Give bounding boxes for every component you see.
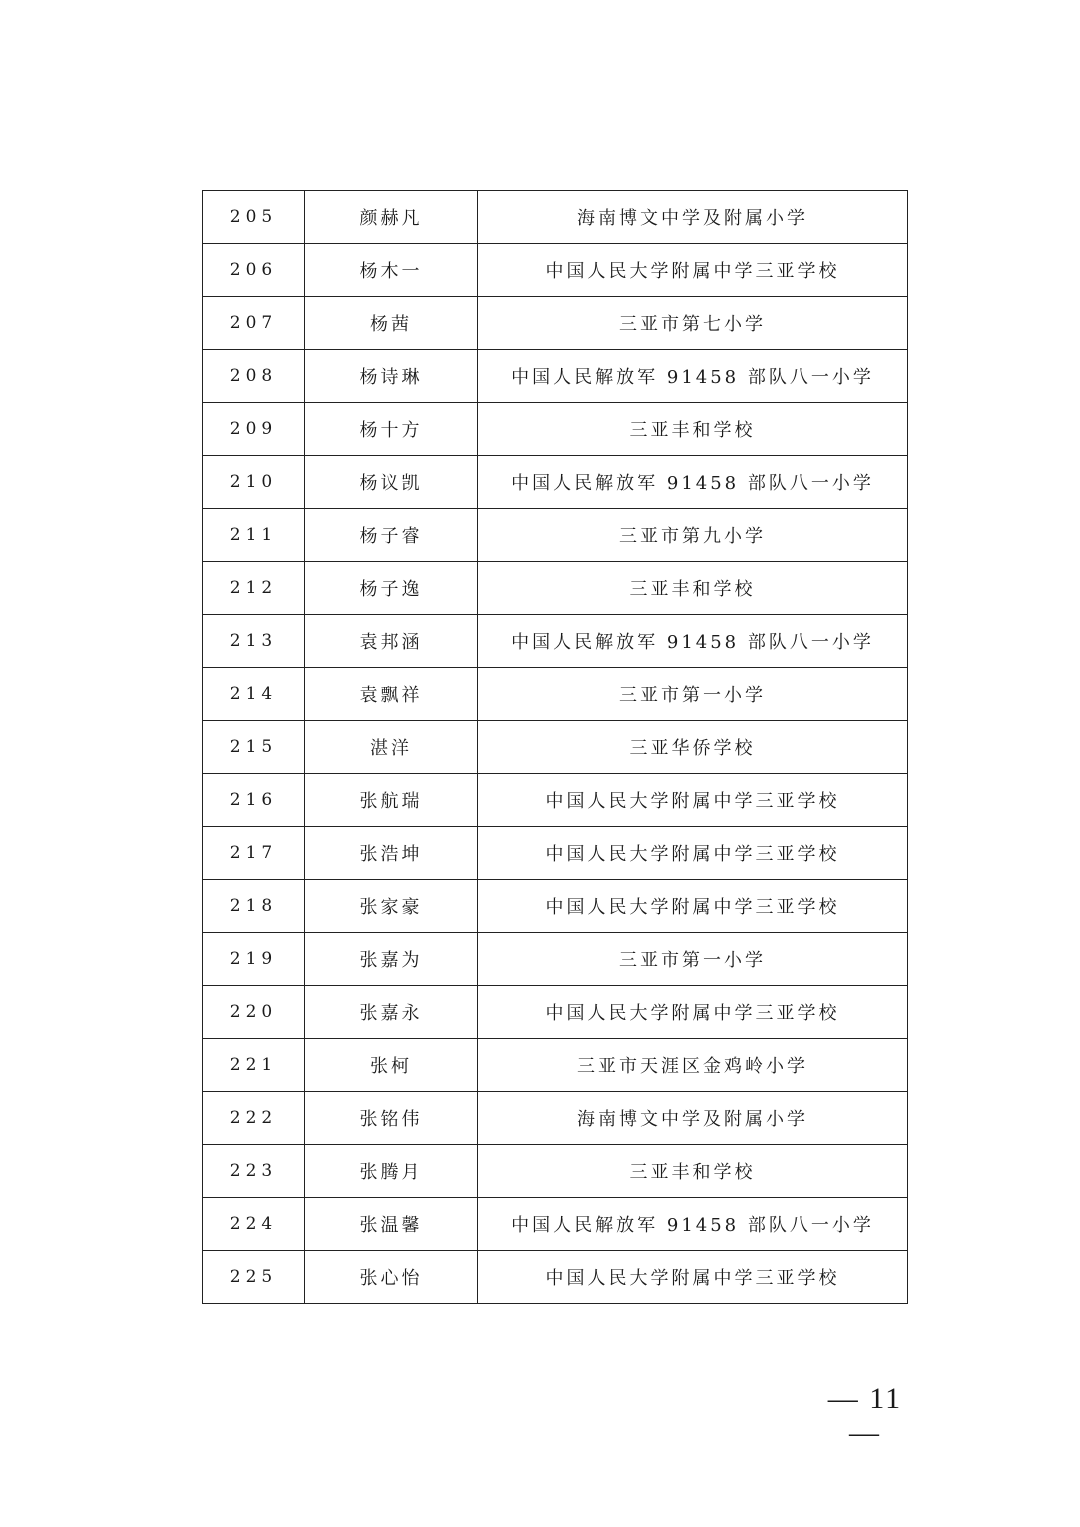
table-row [203,1039,908,1092]
row-number-cell: 221 [203,1039,305,1092]
school-name-cell: 中国人民大学附属中学三亚学校 [478,774,908,827]
student-name-cell: 湛洋 [305,721,478,774]
student-name-cell: 杨茜 [305,297,478,350]
student-name-cell: 袁飘祥 [305,668,478,721]
table-row [203,1092,908,1145]
school-name-cell: 中国人民大学附属中学三亚学校 [478,1251,908,1304]
school-name-cell: 中国人民大学附属中学三亚学校 [478,827,908,880]
row-number-cell: 205 [203,191,305,244]
table-row [203,986,908,1039]
school-name-cell: 中国人民解放军 91458 部队八一小学 [478,456,908,509]
student-name-cell: 颜赫凡 [305,191,478,244]
table-row [203,721,908,774]
row-number-cell: 210 [203,456,305,509]
table-row [203,191,908,244]
table-row [203,1145,908,1198]
row-number-cell: 219 [203,933,305,986]
school-name-cell: 三亚市第七小学 [478,297,908,350]
student-name-cell: 杨十方 [305,403,478,456]
student-name-cell: 张铭伟 [305,1092,478,1145]
school-name-cell: 三亚华侨学校 [478,721,908,774]
school-name-cell: 海南博文中学及附属小学 [478,1092,908,1145]
school-name-cell: 中国人民解放军 91458 部队八一小学 [478,350,908,403]
student-name-cell: 袁邦涵 [305,615,478,668]
row-number-cell: 220 [203,986,305,1039]
school-name-cell: 中国人民大学附属中学三亚学校 [478,986,908,1039]
table-row [203,668,908,721]
row-number-cell: 211 [203,509,305,562]
page-number: — 11 — [827,1382,903,1449]
student-name-cell: 杨诗琳 [305,350,478,403]
table-row [203,509,908,562]
row-number-cell: 215 [203,721,305,774]
row-number-cell: 208 [203,350,305,403]
school-name-cell: 中国人民大学附属中学三亚学校 [478,244,908,297]
school-name-cell: 三亚市第一小学 [478,933,908,986]
row-number-cell: 207 [203,297,305,350]
row-number-cell: 217 [203,827,305,880]
row-number-cell: 222 [203,1092,305,1145]
row-number-cell: 216 [203,774,305,827]
student-name-cell: 张家豪 [305,880,478,933]
table-row [203,827,908,880]
row-number-cell: 225 [203,1251,305,1304]
student-name-cell: 杨议凯 [305,456,478,509]
school-name-cell: 三亚丰和学校 [478,562,908,615]
student-name-cell: 张航瑞 [305,774,478,827]
table-row [203,880,908,933]
student-name-cell: 张腾月 [305,1145,478,1198]
row-number-cell: 214 [203,668,305,721]
table-row [203,1251,908,1304]
student-name-cell: 张心怡 [305,1251,478,1304]
student-name-cell: 张嘉永 [305,986,478,1039]
school-name-cell: 三亚丰和学校 [478,403,908,456]
roster-table-body [203,191,908,1304]
row-number-cell: 223 [203,1145,305,1198]
student-name-cell: 张嘉为 [305,933,478,986]
table-row [203,456,908,509]
student-name-cell: 张浩坤 [305,827,478,880]
table-row [203,1198,908,1251]
school-name-cell: 中国人民解放军 91458 部队八一小学 [478,1198,908,1251]
table-row [203,562,908,615]
table-row [203,615,908,668]
school-name-cell: 海南博文中学及附属小学 [478,191,908,244]
row-number-cell: 224 [203,1198,305,1251]
school-name-cell: 三亚市天涯区金鸡岭小学 [478,1039,908,1092]
school-name-cell: 中国人民大学附属中学三亚学校 [478,880,908,933]
school-name-cell: 三亚市第一小学 [478,668,908,721]
student-name-cell: 杨子逸 [305,562,478,615]
table-row [203,933,908,986]
row-number-cell: 206 [203,244,305,297]
row-number-cell: 209 [203,403,305,456]
table-row [203,403,908,456]
table-row [203,244,908,297]
table-row [203,350,908,403]
school-name-cell: 三亚市第九小学 [478,509,908,562]
school-name-cell: 三亚丰和学校 [478,1145,908,1198]
student-name-cell: 杨子睿 [305,509,478,562]
row-number-cell: 213 [203,615,305,668]
student-name-cell: 张温馨 [305,1198,478,1251]
row-number-cell: 212 [203,562,305,615]
student-name-cell: 杨木一 [305,244,478,297]
row-number-cell: 218 [203,880,305,933]
table-row [203,297,908,350]
table-row [203,774,908,827]
roster-table [202,190,908,1304]
school-name-cell: 中国人民解放军 91458 部队八一小学 [478,615,908,668]
student-name-cell: 张柯 [305,1039,478,1092]
